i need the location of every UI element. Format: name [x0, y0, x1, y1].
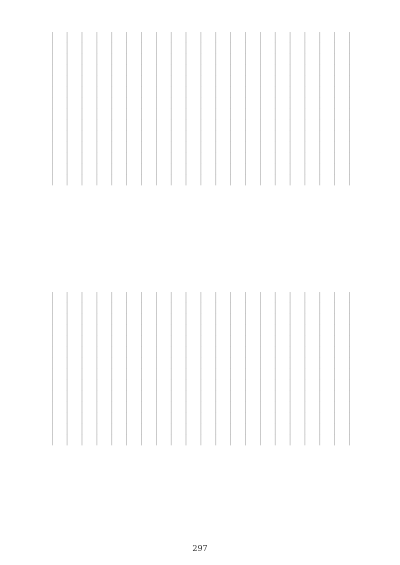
- text-line: ││││││││││││││: [46, 32, 58, 186]
- text-line: ││││││││││││││: [165, 32, 177, 186]
- text-line: ││││││││││││││: [210, 292, 222, 446]
- text-line: ││││││││││││││: [46, 292, 58, 446]
- text-line: ││││││││││││││: [106, 32, 118, 186]
- text-line: ││││││││││││││: [106, 292, 118, 446]
- text-line: ││││││││││││││: [195, 32, 207, 186]
- text-line: ││││││││││││││: [239, 292, 251, 446]
- text-line: ││││││││││││││: [150, 292, 162, 446]
- text-line: ││││││││││││││: [269, 32, 281, 186]
- text-line: ││││││││││││││: [76, 32, 88, 186]
- text-line: ││││││││││││││: [269, 292, 281, 446]
- text-line: ││││││││││││││: [165, 292, 177, 446]
- text-line: ││││││││││││││: [121, 292, 133, 446]
- text-line: ││││││││││││││: [135, 32, 147, 186]
- text-line: ││││││││││││││: [344, 32, 355, 186]
- text-line: ││││││││││││││: [314, 32, 326, 186]
- text-line: ││││││││││││││: [210, 32, 222, 186]
- text-line: ││││││││││││││: [314, 292, 326, 446]
- text-line: ││││││││││││││: [180, 32, 192, 186]
- text-line: ││││││││││││││: [61, 292, 73, 446]
- upper-text-block: [0, 32, 400, 270]
- text-line: ││││││││││││││: [254, 292, 266, 446]
- text-line: ││││││││││││││: [239, 32, 251, 186]
- page-number: 297: [192, 544, 208, 553]
- text-line: ││││││││││││││: [225, 292, 237, 446]
- text-line: ││││││││││││││: [180, 292, 192, 446]
- text-line: ││││││││││││││: [299, 32, 311, 186]
- lower-text-block: [0, 292, 400, 524]
- text-line: ││││││││││││││: [254, 32, 266, 186]
- text-line: ││││││││││││││: [329, 32, 341, 186]
- text-line: ││││││││││││││: [135, 292, 147, 446]
- text-line: ││││││││││││││: [225, 32, 237, 186]
- text-line: ││││││││││││││: [344, 292, 355, 446]
- text-line: ││││││││││││││: [91, 32, 103, 186]
- text-line: ││││││││││││││: [284, 292, 296, 446]
- text-line: ││││││││││││││: [195, 292, 207, 446]
- text-line: ││││││││││││││: [121, 32, 133, 186]
- text-line: ││││││││││││││: [76, 292, 88, 446]
- text-line: ││││││││││││││: [329, 292, 341, 446]
- text-line: ││││││││││││││: [61, 32, 73, 186]
- text-line: ││││││││││││││: [284, 32, 296, 186]
- text-line: ││││││││││││││: [150, 32, 162, 186]
- text-line: ││││││││││││││: [299, 292, 311, 446]
- text-line: ││││││││││││││: [91, 292, 103, 446]
